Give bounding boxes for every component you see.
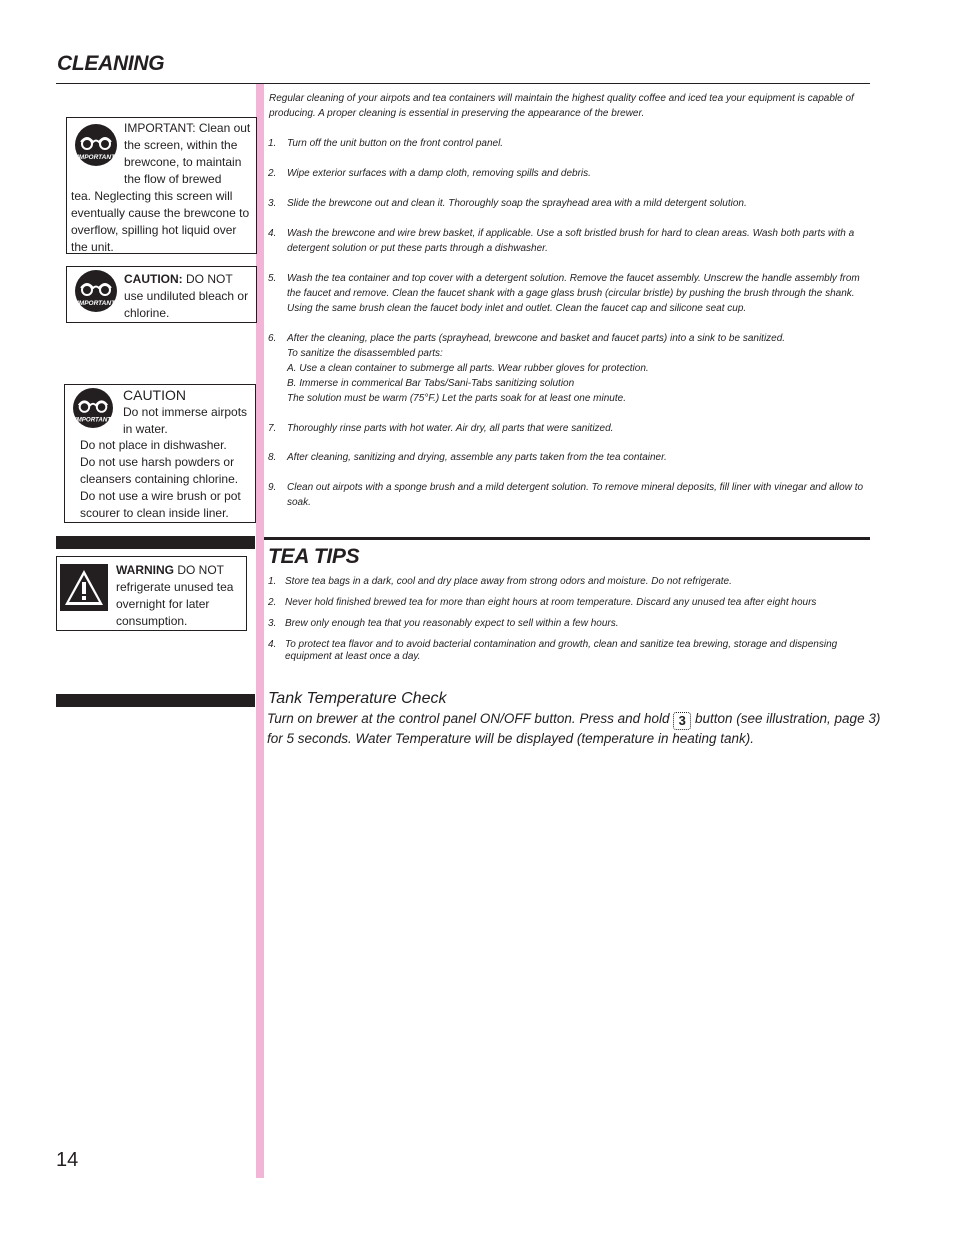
- box4-body: DO NOT refrigerate unused tea overnight for later consumption.: [116, 563, 234, 628]
- tip-number: 4.: [268, 639, 277, 650]
- tip-number: 2.: [268, 597, 277, 608]
- important-icon-label: IMPORTANT: [76, 300, 116, 307]
- step-number: 1.: [268, 138, 277, 149]
- tea-tips-rule: [264, 537, 870, 540]
- important-icon-label: IMPORTANT: [74, 416, 112, 424]
- box3-line: cleansers containing chlorine.: [80, 472, 239, 486]
- box3-line: Do not use a wire brush or pot: [80, 489, 241, 503]
- step-subline: B. Immerse in commerical Bar Tabs/Sani-Tabs sanitizing solution: [287, 378, 575, 389]
- divider-bar: [56, 694, 255, 707]
- box3-lines: [80, 437, 255, 522]
- box3-line: Do not place in dishwasher.: [80, 438, 227, 452]
- tip-text: Brew only enough tea that you reasonably expect to sell within a few hours.: [285, 618, 619, 629]
- box1-text-below: tea. Neglecting this screen will eventually cause the brewcone to overflow, spilling hot liquid over the unit.: [71, 189, 250, 254]
- divider-bar: [56, 536, 255, 549]
- button-3-icon: 3: [673, 712, 691, 730]
- tank-check-text-after: button (see illustration, page 3): [691, 711, 881, 726]
- important-icon: [71, 270, 121, 312]
- step-number: 9.: [268, 482, 277, 493]
- step-number: 7.: [268, 423, 277, 434]
- step-text: Wash the tea container and top cover with a detergent solution. Remove the faucet assembly. Unscrew the handle assembly from the faucet and remove. Clean the faucet shank with a gage glass brush (circular bristle) by pushing the brush through the shank. Using the same brush clean the faucet body inlet and outlet. Clean the faucet cap and silicone seat cup.: [287, 273, 860, 314]
- step-text: Thoroughly rinse parts with hot water. Air dry, all parts that were sanitized.: [287, 423, 614, 434]
- step-text: Slide the brewcone out and clean it. Thoroughly soap the sprayhead area with a mild detergent solution.: [287, 198, 747, 209]
- step-number: 2.: [268, 168, 277, 179]
- tank-check-line2: for 5 seconds. Water Temperature will be displayed (temperature in heating tank).: [267, 731, 755, 746]
- tip-number: 1.: [268, 576, 277, 587]
- tip-number: 3.: [268, 618, 277, 629]
- step-number: 5.: [268, 273, 277, 284]
- tank-check-text-before: Turn on brewer at the control panel ON/OFF button. Press and hold: [267, 711, 674, 726]
- box4-text: [116, 562, 244, 630]
- step-text: Wash the brewcone and wire brew basket, if applicable. Use a soft bristled brush for hard to clean areas. Wash both parts with a detergent solution or put these parts through a dishwasher.: [287, 228, 855, 254]
- important-note-screen: [66, 117, 257, 254]
- step-text: Turn off the unit button on the front control panel.: [287, 138, 504, 149]
- box3-text-beside: Do not immerse airpots in water.: [123, 405, 248, 436]
- step-text: Clean out airpots with a sponge brush and a mild detergent solution. To remove mineral deposits, fill liner with vinegar and allow to soak.: [287, 482, 864, 508]
- pink-margin-bar: [256, 84, 264, 1178]
- tip-text: Never hold finished brewed tea for more than eight hours at room temperature. Discard any unused tea after eight hours: [285, 597, 817, 608]
- box3-line: scourer to clean inside liner.: [80, 506, 229, 520]
- step-subline: A. Use a clean container to submerge all parts. Wear rubber gloves for protection.: [287, 363, 649, 374]
- step-number: 8.: [268, 452, 277, 463]
- cleaning-intro: Regular cleaning of your airpots and tea containers will maintain the highest quality coffee and iced tea your equipment is capable of producing. A proper cleaning is essential in preserving the appearance of the brewer.: [269, 93, 854, 119]
- important-icon-label: IMPORTANT: [76, 154, 116, 161]
- box2-body: DO NOT use undiluted bleach or chlorine.: [124, 272, 249, 320]
- box4-bold: WARNING: [116, 563, 174, 577]
- box2-bold: CAUTION:: [124, 272, 183, 286]
- warning-note-refrigerate: [56, 556, 247, 631]
- step-body: [287, 331, 868, 406]
- step-text: After cleaning, sanitizing and drying, assemble any parts taken from the tea container.: [287, 452, 667, 463]
- tip-text: Store tea bags in a dark, cool and dry place away from strong odors and moisture. Do not refrigerate.: [285, 576, 732, 587]
- step-text: After the cleaning, place the parts (sprayhead, brewcone and basket and faucet parts) into a sink to be sanitized.: [287, 333, 786, 344]
- important-icon: [71, 124, 121, 166]
- warning-icon: [60, 564, 108, 611]
- box3-heading: CAUTION: [123, 387, 186, 403]
- tea-tips-title: TEA TIPS: [268, 545, 360, 568]
- caution-note-immerse: [64, 384, 256, 523]
- step-text: Wipe exterior surfaces with a damp cloth, removing spills and debris.: [287, 168, 591, 179]
- box3-line: Do not use harsh powders or: [80, 455, 235, 469]
- step-subline: The solution must be warm (75°F.) Let the parts soak for at least one minute.: [287, 393, 626, 404]
- tip-text: To protect tea flavor and to avoid bacterial contamination and growth, clean and sanitize tea brewing, storage and dispensing equipment at least once a day.: [285, 639, 838, 662]
- box1-text-beside: IMPORTANT: Clean out the screen, within the brewcone, to maintain the flow of brewed: [124, 121, 251, 186]
- tank-check-text: [267, 710, 881, 748]
- tank-check-line1: [267, 710, 881, 730]
- header-rule: [56, 83, 870, 84]
- step-number: 4.: [268, 228, 277, 239]
- step-number: 6.: [268, 333, 277, 344]
- step-subline: To sanitize the disassembled parts:: [287, 348, 443, 359]
- page-number: 14: [56, 1149, 79, 1171]
- tank-check-heading: Tank Temperature Check: [268, 690, 447, 707]
- box2-text: [124, 271, 252, 322]
- caution-note-bleach: [66, 266, 257, 323]
- page-title: CLEANING: [57, 52, 165, 75]
- important-icon: [69, 388, 117, 428]
- step-number: 3.: [268, 198, 277, 209]
